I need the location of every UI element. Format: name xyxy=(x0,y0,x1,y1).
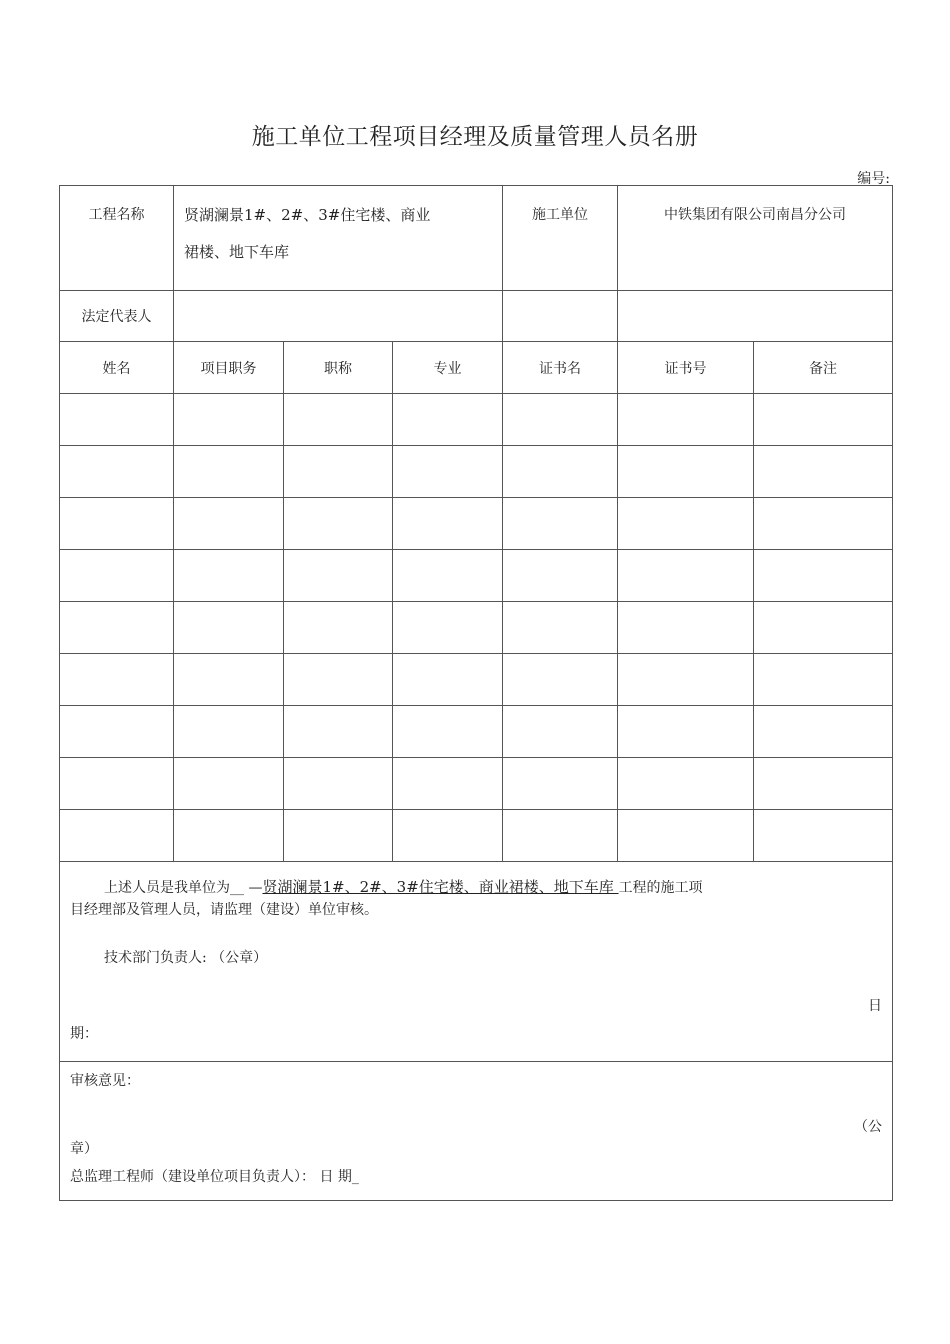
table-cell[interactable] xyxy=(60,498,174,550)
table-cell[interactable] xyxy=(284,758,393,810)
legal-rep-label: 法定代表人 xyxy=(60,291,174,342)
table-cell[interactable] xyxy=(284,498,393,550)
table-cell[interactable] xyxy=(618,654,754,706)
table-cell[interactable] xyxy=(60,550,174,602)
table-row xyxy=(60,446,893,498)
table-cell[interactable] xyxy=(174,602,284,654)
table-cell[interactable] xyxy=(284,706,393,758)
page-title: 施工单位工程项目经理及质量管理人员名册 xyxy=(251,124,699,150)
review-row xyxy=(60,1062,893,1201)
table-cell[interactable] xyxy=(393,810,503,862)
table-cell[interactable] xyxy=(60,758,174,810)
table-cell[interactable] xyxy=(503,810,618,862)
col-header-title: 职称 xyxy=(284,342,393,394)
project-name-line1: 贤湖澜景1#、2#、3#住宅楼、商业 xyxy=(184,206,431,224)
table-cell[interactable] xyxy=(393,758,503,810)
seal-label-b: 章） xyxy=(70,1141,98,1157)
table-cell[interactable] xyxy=(754,810,893,862)
table-cell[interactable] xyxy=(60,706,174,758)
table-cell[interactable] xyxy=(393,394,503,446)
personnel-register-table xyxy=(59,185,893,1201)
header-row xyxy=(60,342,893,394)
table-cell[interactable] xyxy=(284,602,393,654)
legal-rep-value[interactable] xyxy=(174,291,503,342)
project-name-line2: 裙楼、地下车库 xyxy=(184,243,290,261)
table-cell[interactable] xyxy=(503,394,618,446)
table-cell[interactable] xyxy=(393,550,503,602)
table-cell[interactable] xyxy=(284,446,393,498)
table-cell[interactable] xyxy=(503,654,618,706)
table-cell[interactable] xyxy=(60,394,174,446)
table-cell[interactable] xyxy=(284,810,393,862)
table-row xyxy=(60,394,893,446)
serial-number-label: 编号: xyxy=(857,171,890,187)
seal-label-a: （公 xyxy=(854,1119,883,1135)
statement-line1: 上述人员是我单位为__ —贤湖澜景1#、2#、3#住宅楼、商业裙楼、地下车库 工程的施工项 xyxy=(104,878,703,896)
table-cell[interactable] xyxy=(393,602,503,654)
table-cell[interactable] xyxy=(174,550,284,602)
table-cell[interactable] xyxy=(174,654,284,706)
col-header-remarks: 备注 xyxy=(754,342,893,394)
table-cell[interactable] xyxy=(393,654,503,706)
table-row xyxy=(60,758,893,810)
table-cell[interactable] xyxy=(618,498,754,550)
table-cell[interactable] xyxy=(618,706,754,758)
statement-project-name: 贤湖澜景1#、2#、3#住宅楼、商业裙楼、地下车库 xyxy=(262,878,619,896)
review-cell xyxy=(60,1062,893,1201)
project-name-value xyxy=(174,186,503,291)
table-cell[interactable] xyxy=(174,810,284,862)
table-cell[interactable] xyxy=(60,602,174,654)
table-cell[interactable] xyxy=(503,602,618,654)
table-cell[interactable] xyxy=(754,550,893,602)
statement-cell xyxy=(60,862,893,1062)
table-cell[interactable] xyxy=(174,706,284,758)
table-cell[interactable] xyxy=(393,498,503,550)
statement-row xyxy=(60,862,893,1062)
table-row xyxy=(60,810,893,862)
col-header-position: 项目职务 xyxy=(174,342,284,394)
table-row xyxy=(60,498,893,550)
table-cell[interactable] xyxy=(284,394,393,446)
table-row xyxy=(60,550,893,602)
date-label-a: 日 xyxy=(868,998,883,1014)
table-row xyxy=(60,654,893,706)
table-cell[interactable] xyxy=(393,706,503,758)
col-header-cert-name: 证书名 xyxy=(503,342,618,394)
chief-supervisor-line: 总监理工程师（建设单位项目负责人）： 日 期_ xyxy=(70,1169,359,1185)
table-cell[interactable] xyxy=(618,446,754,498)
project-name-label: 工程名称 xyxy=(60,186,174,291)
date-label-b: 期： xyxy=(70,1026,98,1042)
table-cell[interactable] xyxy=(618,602,754,654)
legal-rep-extra-cell[interactable] xyxy=(618,291,893,342)
table-cell[interactable] xyxy=(174,758,284,810)
table-cell[interactable] xyxy=(60,446,174,498)
table-cell[interactable] xyxy=(754,602,893,654)
statement-line2: 目经理部及管理人员，请监理（建设）单位审核。 xyxy=(70,902,378,918)
construction-unit-label: 施工单位 xyxy=(503,186,618,291)
table-cell[interactable] xyxy=(503,446,618,498)
review-opinion-label: 审核意见： xyxy=(70,1073,140,1089)
table-cell[interactable] xyxy=(174,394,284,446)
table-cell[interactable] xyxy=(618,550,754,602)
legal-rep-row xyxy=(60,291,893,342)
table-cell[interactable] xyxy=(754,446,893,498)
table-cell[interactable] xyxy=(393,446,503,498)
table-cell[interactable] xyxy=(60,654,174,706)
table-cell[interactable] xyxy=(503,550,618,602)
col-header-specialty: 专业 xyxy=(393,342,503,394)
table-cell[interactable] xyxy=(60,810,174,862)
tech-head-line: 技术部门负责人: （公章） xyxy=(104,950,268,966)
table-cell[interactable] xyxy=(754,394,893,446)
table-cell[interactable] xyxy=(284,550,393,602)
table-cell[interactable] xyxy=(754,758,893,810)
table-cell[interactable] xyxy=(503,758,618,810)
table-cell[interactable] xyxy=(754,498,893,550)
table-cell[interactable] xyxy=(618,758,754,810)
table-cell[interactable] xyxy=(174,498,284,550)
table-row xyxy=(60,602,893,654)
col-header-cert-no: 证书号 xyxy=(618,342,754,394)
col-header-name: 姓名 xyxy=(60,342,174,394)
table-cell[interactable] xyxy=(754,706,893,758)
table-cell[interactable] xyxy=(503,706,618,758)
construction-unit-value: 中铁集团有限公司南昌分公司 xyxy=(618,186,893,291)
table-cell[interactable] xyxy=(618,810,754,862)
table-cell[interactable] xyxy=(503,498,618,550)
table-cell[interactable] xyxy=(618,394,754,446)
table-cell[interactable] xyxy=(754,654,893,706)
table-cell[interactable] xyxy=(174,446,284,498)
legal-rep-extra-cell[interactable] xyxy=(503,291,618,342)
project-row xyxy=(60,186,893,291)
table-row xyxy=(60,706,893,758)
table-cell[interactable] xyxy=(284,654,393,706)
